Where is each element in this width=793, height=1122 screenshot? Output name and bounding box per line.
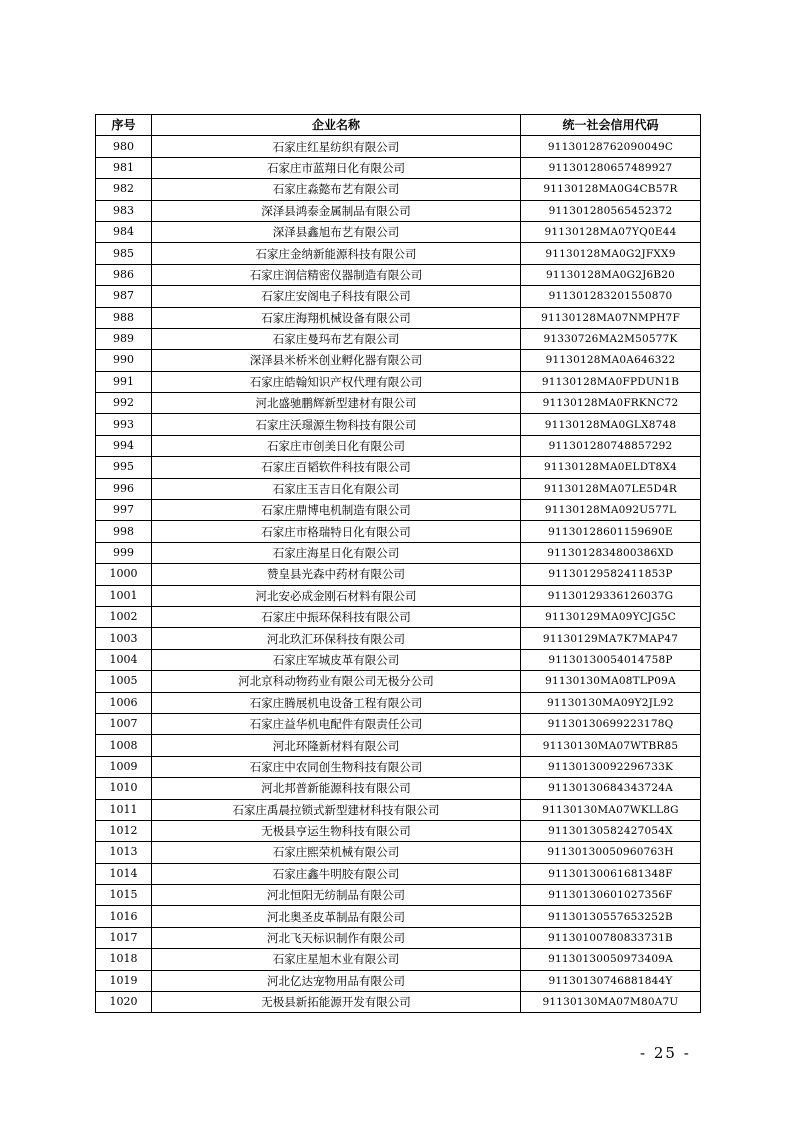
table-row (96, 585, 701, 606)
cell-seq: 1013 (96, 842, 152, 863)
cell-company-name: 石家庄中农同创生物科技有限公司 (152, 756, 521, 777)
cell-company-name: 石家庄市创美日化有限公司 (152, 435, 521, 456)
table-row (96, 906, 701, 927)
header-company-name: 企业名称 (152, 115, 521, 136)
cell-company-name: 石家庄红星纺织有限公司 (152, 136, 521, 157)
header-seq: 序号 (96, 115, 152, 136)
cell-credit-code: 91130130684343724A (521, 778, 701, 799)
cell-credit-code: 91130130601027356F (521, 885, 701, 906)
table-row (96, 649, 701, 670)
cell-credit-code: 91130128MA07YQ0E44 (521, 221, 701, 242)
cell-credit-code: 91130130061681348F (521, 863, 701, 884)
cell-credit-code: 91130130MA07WTBR85 (521, 735, 701, 756)
cell-credit-code: 911301280748857292 (521, 435, 701, 456)
table-row (96, 200, 701, 221)
cell-seq: 1010 (96, 778, 152, 799)
cell-seq: 1016 (96, 906, 152, 927)
cell-seq: 990 (96, 350, 152, 371)
table-row (96, 692, 701, 713)
table-row (96, 328, 701, 349)
table-row (96, 136, 701, 157)
table-row (96, 992, 701, 1013)
cell-credit-code: 91130130MA09Y2JL92 (521, 692, 701, 713)
cell-company-name: 石家庄熙荣机械有限公司 (152, 842, 521, 863)
cell-company-name: 石家庄市蓝翔日化有限公司 (152, 157, 521, 178)
table-row (96, 435, 701, 456)
cell-company-name: 石家庄沃璟源生物科技有限公司 (152, 414, 521, 435)
table-row (96, 457, 701, 478)
table-row (96, 393, 701, 414)
cell-seq: 987 (96, 286, 152, 307)
cell-credit-code: 91130129MA7K7MAP47 (521, 628, 701, 649)
cell-company-name: 河北亿达宠物用品有限公司 (152, 970, 521, 991)
cell-credit-code: 91130130050960763H (521, 842, 701, 863)
table-row (96, 735, 701, 756)
cell-company-name: 石家庄安阁电子科技有限公司 (152, 286, 521, 307)
cell-company-name: 石家庄益华机电配件有限责任公司 (152, 713, 521, 734)
table-row (96, 371, 701, 392)
cell-company-name: 深泽县鸿泰金属制品有限公司 (152, 200, 521, 221)
cell-seq: 996 (96, 478, 152, 499)
cell-seq: 1003 (96, 628, 152, 649)
cell-seq: 980 (96, 136, 152, 157)
cell-seq: 988 (96, 307, 152, 328)
table-row (96, 606, 701, 627)
cell-seq: 997 (96, 500, 152, 521)
cell-seq: 994 (96, 435, 152, 456)
cell-seq: 1011 (96, 799, 152, 820)
table-body (96, 136, 701, 1013)
cell-credit-code: 91130130557653252B (521, 906, 701, 927)
cell-seq: 1004 (96, 649, 152, 670)
cell-seq: 993 (96, 414, 152, 435)
cell-credit-code: 91130130050973409A (521, 949, 701, 970)
cell-company-name: 石家庄星旭木业有限公司 (152, 949, 521, 970)
cell-credit-code: 91130128MA0ELDT8X4 (521, 457, 701, 478)
cell-credit-code: 91130130699223178Q (521, 713, 701, 734)
cell-credit-code: 91330726MA2M50577K (521, 328, 701, 349)
cell-credit-code: 91130128MA0G2JFXX9 (521, 243, 701, 264)
table-row (96, 221, 701, 242)
table-row (96, 564, 701, 585)
cell-seq: 1000 (96, 564, 152, 585)
cell-credit-code: 91130130582427054X (521, 820, 701, 841)
cell-company-name: 石家庄淼懿布艺有限公司 (152, 179, 521, 200)
cell-seq: 986 (96, 264, 152, 285)
cell-credit-code: 91130130MA08TLP09A (521, 671, 701, 692)
cell-company-name: 石家庄百韬软件科技有限公司 (152, 457, 521, 478)
cell-credit-code: 91130130054014758P (521, 649, 701, 670)
table-row (96, 799, 701, 820)
table-row (96, 885, 701, 906)
table-row (96, 500, 701, 521)
cell-company-name: 河北环隆新材料有限公司 (152, 735, 521, 756)
table-row (96, 286, 701, 307)
cell-seq: 1006 (96, 692, 152, 713)
cell-credit-code: 91130128MA0FPDUN1B (521, 371, 701, 392)
cell-credit-code: 91130130MA07WKLL8G (521, 799, 701, 820)
cell-credit-code: 91130129582411853P (521, 564, 701, 585)
cell-seq: 995 (96, 457, 152, 478)
cell-company-name: 无极县新拓能源开发有限公司 (152, 992, 521, 1013)
cell-company-name: 河北玖汇环保科技有限公司 (152, 628, 521, 649)
company-table (95, 114, 701, 1013)
cell-credit-code: 91130128MA0G2J6B20 (521, 264, 701, 285)
cell-seq: 992 (96, 393, 152, 414)
cell-seq: 1020 (96, 992, 152, 1013)
cell-credit-code: 91130128762090049C (521, 136, 701, 157)
cell-credit-code: 91130129MA09YCJG5C (521, 606, 701, 627)
table-row (96, 949, 701, 970)
cell-credit-code: 91130128MA0G4CB57R (521, 179, 701, 200)
table-row (96, 927, 701, 948)
cell-credit-code: 91130128MA0A646322 (521, 350, 701, 371)
cell-company-name: 石家庄中振环保科技有限公司 (152, 606, 521, 627)
cell-seq: 1008 (96, 735, 152, 756)
cell-company-name: 河北盛驰鹏辉新型建材有限公司 (152, 393, 521, 414)
table-row (96, 628, 701, 649)
cell-seq: 1019 (96, 970, 152, 991)
cell-company-name: 河北飞天标识制作有限公司 (152, 927, 521, 948)
cell-company-name: 深泽县鑫旭布艺有限公司 (152, 221, 521, 242)
cell-company-name: 河北邦普新能源科技有限公司 (152, 778, 521, 799)
cell-seq: 989 (96, 328, 152, 349)
table-row (96, 307, 701, 328)
cell-seq: 1007 (96, 713, 152, 734)
cell-seq: 1005 (96, 671, 152, 692)
cell-company-name: 石家庄曼玛布艺有限公司 (152, 328, 521, 349)
cell-company-name: 石家庄润信精密仪器制造有限公司 (152, 264, 521, 285)
page-number: - 25 - (640, 1044, 691, 1062)
cell-company-name: 石家庄海翔机械设备有限公司 (152, 307, 521, 328)
cell-credit-code: 91130128MA0FRKNC72 (521, 393, 701, 414)
cell-seq: 981 (96, 157, 152, 178)
table-row (96, 350, 701, 371)
table-row (96, 842, 701, 863)
cell-seq: 1018 (96, 949, 152, 970)
table-row (96, 264, 701, 285)
table-row (96, 970, 701, 991)
cell-credit-code: 91130130092296733K (521, 756, 701, 777)
cell-credit-code: 911301283201550870 (521, 286, 701, 307)
cell-credit-code: 91130128348003​86XD (521, 542, 701, 563)
table-row (96, 157, 701, 178)
cell-seq: 991 (96, 371, 152, 392)
cell-company-name: 河北恒阳无纺制品有限公司 (152, 885, 521, 906)
cell-company-name: 石家庄军城皮革有限公司 (152, 649, 521, 670)
header-row (96, 115, 701, 136)
cell-company-name: 深泽县米桥米创业孵化器有限公司 (152, 350, 521, 371)
table-row (96, 414, 701, 435)
cell-seq: 985 (96, 243, 152, 264)
cell-company-name: 石家庄玉吉日化有限公司 (152, 478, 521, 499)
table-row (96, 778, 701, 799)
cell-credit-code: 911301280657489927 (521, 157, 701, 178)
table-row (96, 542, 701, 563)
table-row (96, 179, 701, 200)
table-row (96, 820, 701, 841)
cell-seq: 1009 (96, 756, 152, 777)
cell-seq: 1012 (96, 820, 152, 841)
cell-credit-code: 91130128MA07LE5D4R (521, 478, 701, 499)
cell-seq: 1015 (96, 885, 152, 906)
cell-credit-code: 911301280565452372 (521, 200, 701, 221)
table-row (96, 478, 701, 499)
cell-seq: 983 (96, 200, 152, 221)
cell-company-name: 赞皇县光森中药材有限公司 (152, 564, 521, 585)
cell-company-name: 石家庄海星日化有限公司 (152, 542, 521, 563)
cell-company-name: 石家庄腾展机电设备工程有限公司 (152, 692, 521, 713)
cell-company-name: 石家庄禹晨拉锁式新型建材科技有限公司 (152, 799, 521, 820)
cell-company-name: 石家庄鑫牛明胶有限公司 (152, 863, 521, 884)
cell-credit-code: 91130129336126037G (521, 585, 701, 606)
cell-company-name: 河北安必成金刚石材料有限公司 (152, 585, 521, 606)
table-row (96, 521, 701, 542)
cell-seq: 1001 (96, 585, 152, 606)
table-row (96, 863, 701, 884)
table-row (96, 713, 701, 734)
cell-credit-code: 91130128MA0GLX8748 (521, 414, 701, 435)
cell-credit-code: 91130128601159690E (521, 521, 701, 542)
cell-seq: 1017 (96, 927, 152, 948)
table-header (96, 115, 701, 136)
cell-seq: 984 (96, 221, 152, 242)
cell-company-name: 河北京科动物药业有限公司无极分公司 (152, 671, 521, 692)
table-row (96, 243, 701, 264)
cell-credit-code: 91130130746881844Y (521, 970, 701, 991)
table-row (96, 671, 701, 692)
cell-company-name: 石家庄皓翰知识产权代理有限公司 (152, 371, 521, 392)
cell-credit-code: 91130100780833731B (521, 927, 701, 948)
cell-credit-code: 91130128MA07NMPH7F (521, 307, 701, 328)
cell-seq: 1002 (96, 606, 152, 627)
table-row (96, 756, 701, 777)
cell-company-name: 石家庄市格瑞特日化有限公司 (152, 521, 521, 542)
cell-seq: 1014 (96, 863, 152, 884)
cell-company-name: 石家庄金纳新能源科技有限公司 (152, 243, 521, 264)
cell-company-name: 河北奥圣皮革制品有限公司 (152, 906, 521, 927)
cell-company-name: 石家庄鼎博电机制造有限公司 (152, 500, 521, 521)
cell-seq: 998 (96, 521, 152, 542)
cell-seq: 982 (96, 179, 152, 200)
cell-credit-code: 91130130MA07M80A7U (521, 992, 701, 1013)
header-credit-code: 统一社会信用代码 (521, 115, 701, 136)
cell-credit-code: 91130128MA092U577L (521, 500, 701, 521)
cell-company-name: 无极县亨运生物科技有限公司 (152, 820, 521, 841)
cell-seq: 999 (96, 542, 152, 563)
